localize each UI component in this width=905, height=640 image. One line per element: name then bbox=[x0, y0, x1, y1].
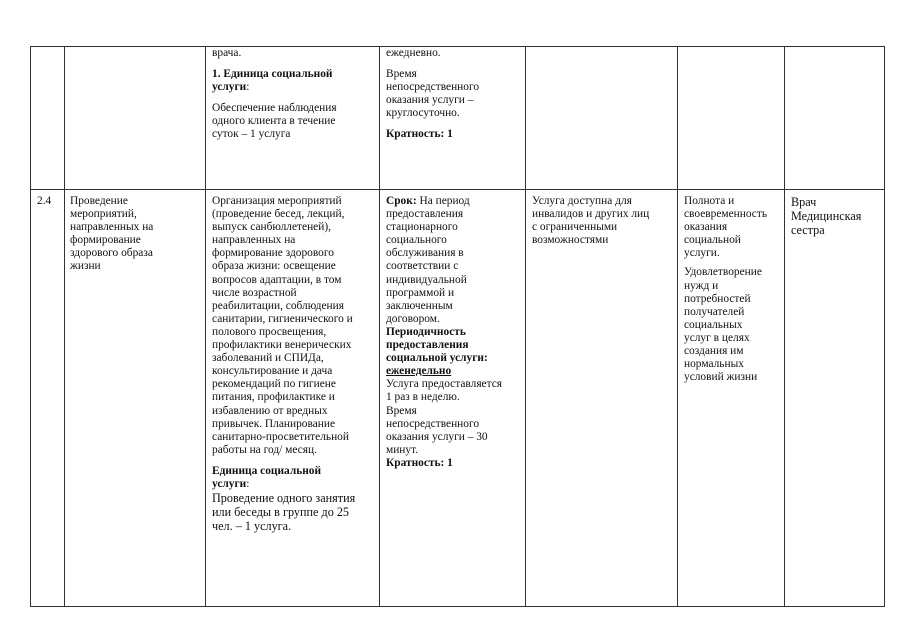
service-name-line: формирование bbox=[70, 234, 141, 247]
col-divider bbox=[205, 46, 206, 607]
row-number: 2.4 bbox=[37, 195, 52, 207]
quality-line: оказания bbox=[684, 221, 728, 234]
content-line: полового просвещения, bbox=[212, 325, 327, 338]
quality-line: своевременность bbox=[684, 208, 768, 221]
col-divider bbox=[784, 46, 785, 607]
quality-line: потребностей bbox=[684, 292, 751, 305]
service-term-cell bbox=[386, 195, 522, 470]
content-line: питания, профилактике и bbox=[212, 391, 335, 404]
duration-line: Время bbox=[386, 68, 417, 81]
content-line: числе возрастной bbox=[212, 286, 297, 299]
term-line: предоставления bbox=[386, 208, 464, 221]
term-line: стационарного bbox=[386, 221, 458, 234]
content-line: привычек. Планирование bbox=[212, 417, 336, 430]
content-line: заболеваний и СПИДа, bbox=[212, 352, 324, 365]
unit-title: услуги: bbox=[212, 477, 250, 490]
quality-line: социальной bbox=[684, 234, 741, 247]
service-name-line: Проведение bbox=[70, 195, 128, 207]
quality-line: услуги. bbox=[684, 247, 720, 260]
content-line: консультирование и дача bbox=[212, 365, 333, 378]
duration-line: непосредственного bbox=[386, 81, 480, 94]
quality-line: нужд и bbox=[684, 279, 719, 292]
term-line: заключенным bbox=[386, 299, 453, 312]
access-line: инвалидов и других лиц bbox=[532, 208, 650, 221]
service-name-line: жизни bbox=[70, 260, 101, 273]
term-line: индивидуальной bbox=[386, 273, 467, 286]
duration-line: непосредственного bbox=[386, 417, 480, 430]
quality-cell bbox=[684, 195, 784, 384]
access-line: возможностями bbox=[532, 234, 609, 247]
quality-line: Удовлетворение bbox=[684, 266, 762, 279]
term-line: договором. bbox=[386, 312, 440, 325]
period-label: предоставления bbox=[386, 339, 469, 352]
col-divider bbox=[379, 46, 380, 607]
unit-desc-line: или беседы в группе до 25 bbox=[212, 505, 350, 520]
unit-desc-line: чел. – 1 услуга. bbox=[212, 519, 292, 534]
service-name-line: мероприятий, bbox=[70, 208, 137, 221]
term-line: социального bbox=[386, 234, 447, 247]
staff-line: сестра bbox=[791, 223, 825, 238]
period-desc-line: Услуга предоставляется bbox=[386, 378, 503, 391]
content-line: избавлению от вредных bbox=[212, 404, 328, 417]
unit-desc-line: Обеспечение наблюдения bbox=[212, 102, 337, 115]
content-line: вопросов адаптации, в том bbox=[212, 273, 342, 286]
unit-title: 1. Единица социальной bbox=[212, 68, 333, 81]
accessibility-cell bbox=[532, 195, 676, 247]
period-desc-line: 1 раз в неделю. bbox=[386, 391, 460, 404]
row-number-cell bbox=[37, 195, 63, 208]
staff-cell bbox=[791, 195, 883, 238]
period-value: еженедельно bbox=[386, 365, 452, 378]
content-line: Организация мероприятий bbox=[212, 195, 342, 207]
content-line: профилактики венерических bbox=[212, 339, 352, 352]
service-content-cell bbox=[212, 195, 378, 534]
prev-row-text: ежедневно. bbox=[386, 47, 441, 59]
col-divider bbox=[525, 46, 526, 607]
col-divider bbox=[64, 46, 65, 607]
period-label: Периодичность bbox=[386, 325, 466, 338]
period-label: социальной услуги: bbox=[386, 352, 488, 365]
content-line: выпуск санбюллетеней), bbox=[212, 221, 331, 234]
content-line: формирование здорового bbox=[212, 247, 334, 260]
term-line: Срок: На период bbox=[386, 195, 470, 207]
quality-line: создания им bbox=[684, 345, 744, 358]
duration-line: оказания услуги – bbox=[386, 94, 474, 107]
frequency-label: Кратность: 1 bbox=[386, 456, 453, 469]
content-line: санитарно-просветительной bbox=[212, 430, 349, 443]
quality-line: условий жизни bbox=[684, 371, 758, 384]
duration-line: круглосуточно. bbox=[386, 107, 460, 120]
col-divider bbox=[884, 46, 885, 607]
content-line: рекомендаций по гигиене bbox=[212, 378, 336, 391]
table-border-bottom bbox=[30, 606, 884, 607]
quality-line: социальных bbox=[684, 318, 743, 331]
service-name-cell bbox=[70, 195, 204, 274]
quality-line: Полнота и bbox=[684, 195, 735, 207]
content-line: работы на год/ месяц. bbox=[212, 443, 317, 456]
prev-row-unit-cell bbox=[212, 47, 376, 142]
frequency-label: Кратность: 1 bbox=[386, 128, 453, 141]
duration-line: оказания услуги – 30 bbox=[386, 430, 488, 443]
prev-row-text: врача. bbox=[212, 47, 242, 59]
staff-line: Врач bbox=[791, 195, 817, 209]
prev-row-term-cell bbox=[386, 47, 522, 142]
quality-line: получателей bbox=[684, 305, 745, 318]
access-line: Услуга доступна для bbox=[532, 195, 632, 207]
term-line: программой и bbox=[386, 286, 455, 299]
col-divider bbox=[30, 46, 31, 607]
row-divider bbox=[30, 189, 884, 190]
unit-title: Единица социальной bbox=[212, 464, 322, 477]
unit-desc-line: суток – 1 услуга bbox=[212, 128, 291, 141]
content-line: реабилитации, соблюдения bbox=[212, 299, 344, 312]
service-name-line: здорового образа bbox=[70, 247, 153, 260]
content-line: санитарии, гигиенического и bbox=[212, 312, 353, 325]
duration-line: минут. bbox=[386, 443, 419, 456]
quality-line: услуг в целях bbox=[684, 331, 750, 344]
staff-line: Медицинская bbox=[791, 209, 862, 224]
service-name-line: направленных на bbox=[70, 221, 154, 234]
unit-desc-line: одного клиента в течение bbox=[212, 115, 336, 128]
unit-title: услуги: bbox=[212, 81, 250, 94]
term-line: соответствии с bbox=[386, 260, 459, 273]
content-line: (проведение бесед, лекций, bbox=[212, 208, 345, 221]
unit-desc-line: Проведение одного занятия bbox=[212, 491, 356, 506]
content-line: направленных на bbox=[212, 234, 296, 247]
term-line: обслуживания в bbox=[386, 247, 464, 260]
duration-line: Время bbox=[386, 404, 417, 417]
access-line: с ограниченными bbox=[532, 221, 618, 234]
content-line: образа жизни: освещение bbox=[212, 260, 336, 273]
col-divider bbox=[677, 46, 678, 607]
quality-line: нормальных bbox=[684, 358, 744, 371]
